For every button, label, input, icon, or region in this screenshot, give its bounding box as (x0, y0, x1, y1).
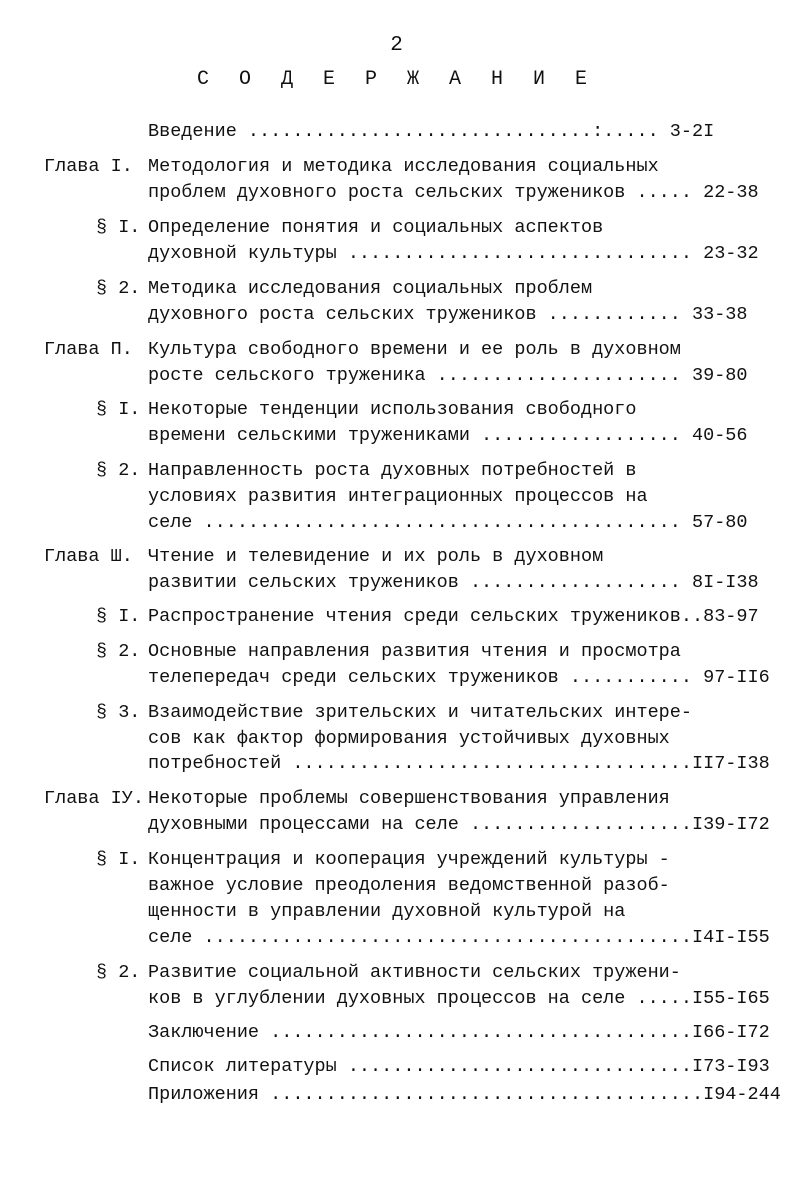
toc-references: Список литературы ...............................I73-I93 (148, 1056, 770, 1077)
toc-chapter-4-label: Глава IУ. (44, 788, 144, 809)
toc-chapter-2-title-cont: росте сельского труженика ...................... 39-80 (148, 365, 748, 386)
toc-section-2-1-title-cont: времени сельскими тружениками .................. 40-56 (148, 425, 748, 446)
toc-intro: Введение ...............................:..... 3-2I (148, 121, 715, 142)
toc-section-2-2-label: § 2. (96, 460, 141, 481)
toc-section-3-3-label: § 3. (96, 702, 141, 723)
toc-section-1-1-label: § I. (96, 217, 141, 238)
toc-conclusion: Заключение ......................................I66-I72 (148, 1022, 770, 1043)
toc-chapter-3-label: Глава Ш. (44, 546, 133, 567)
page-title: С О Д Е Р Ж А Н И Е (196, 68, 597, 91)
toc-section-1-2-title: Методика исследования социальных проблем (148, 278, 593, 299)
toc-section-4-2-label: § 2. (96, 962, 141, 983)
toc-section-4-1-title-cont-3: селе ............................................I4I-I55 (148, 927, 770, 948)
toc-chapter-1-title: Методология и методика исследования социальных (148, 156, 659, 177)
toc-section-2-2-title-cont-2: селе ........................................... 57-80 (148, 512, 748, 533)
toc-section-4-1-title-cont-2: щенности в управлении духовной культурой на (148, 901, 626, 922)
toc-section-1-2-title-cont: духовного роста сельских тружеников ............ 33-38 (148, 304, 748, 325)
toc-chapter-2-label: Глава П. (44, 339, 133, 360)
toc-section-4-1-label: § I. (96, 849, 141, 870)
toc-section-4-1-title: Концентрация и кооперация учреждений культуры - (148, 849, 670, 870)
toc-section-3-3-title-cont-2: потребностей ....................................II7-I38 (148, 753, 770, 774)
toc-section-2-2-title-cont: условиях развития интеграционных процессов на (148, 486, 648, 507)
toc-section-3-2-title-cont: телепередач среди сельских тружеников ........... 97-II6 (148, 667, 770, 688)
toc-section-1-2-label: § 2. (96, 278, 141, 299)
toc-section-1-1-title: Определение понятия и социальных аспектов (148, 217, 604, 238)
toc-section-2-1-label: § I. (96, 399, 141, 420)
toc-appendix: Приложения .......................................I94-244 (148, 1084, 781, 1105)
toc-section-3-2-label: § 2. (96, 641, 141, 662)
toc-section-4-2-title-cont: ков в углублении духовных процессов на селе .....I55-I65 (148, 988, 770, 1009)
toc-chapter-2-title: Культура свободного времени и ее роль в духовном (148, 339, 681, 360)
toc-chapter-4-title-cont: духовными процессами на селе ....................I39-I72 (148, 814, 770, 835)
toc-chapter-4-title: Некоторые проблемы совершенствования управления (148, 788, 670, 809)
toc-section-3-3-title: Взаимодействие зрительских и читательских интере- (148, 702, 692, 723)
toc-section-3-3-title-cont: сов как фактор формирования устойчивых духовных (148, 728, 670, 749)
toc-section-3-2-title: Основные направления развития чтения и просмотра (148, 641, 681, 662)
toc-chapter-3-title-cont: развитии сельских тружеников ................... 8I-I38 (148, 572, 759, 593)
toc-section-3-1-title: Распространение чтения среди сельских тружеников..83-97 (148, 606, 759, 627)
toc-section-4-2-title: Развитие социальной активности сельских тружени- (148, 962, 681, 983)
toc-section-3-1-label: § I. (96, 606, 141, 627)
toc-section-4-1-title-cont: важное условие преодоления ведомственной разоб- (148, 875, 670, 896)
toc-section-2-2-title: Направленность роста духовных потребностей в (148, 460, 637, 481)
toc-chapter-3-title: Чтение и телевидение и их роль в духовном (148, 546, 604, 567)
toc-chapter-1-label: Глава I. (44, 156, 133, 177)
toc-section-1-1-title-cont: духовной культуры ............................... 23-32 (148, 243, 759, 264)
toc-chapter-1-title-cont: проблем духовного роста сельских тружеников ..... 22-38 (148, 182, 759, 203)
toc-section-2-1-title: Некоторые тенденции использования свободного (148, 399, 637, 420)
page-number: 2 (390, 34, 403, 57)
